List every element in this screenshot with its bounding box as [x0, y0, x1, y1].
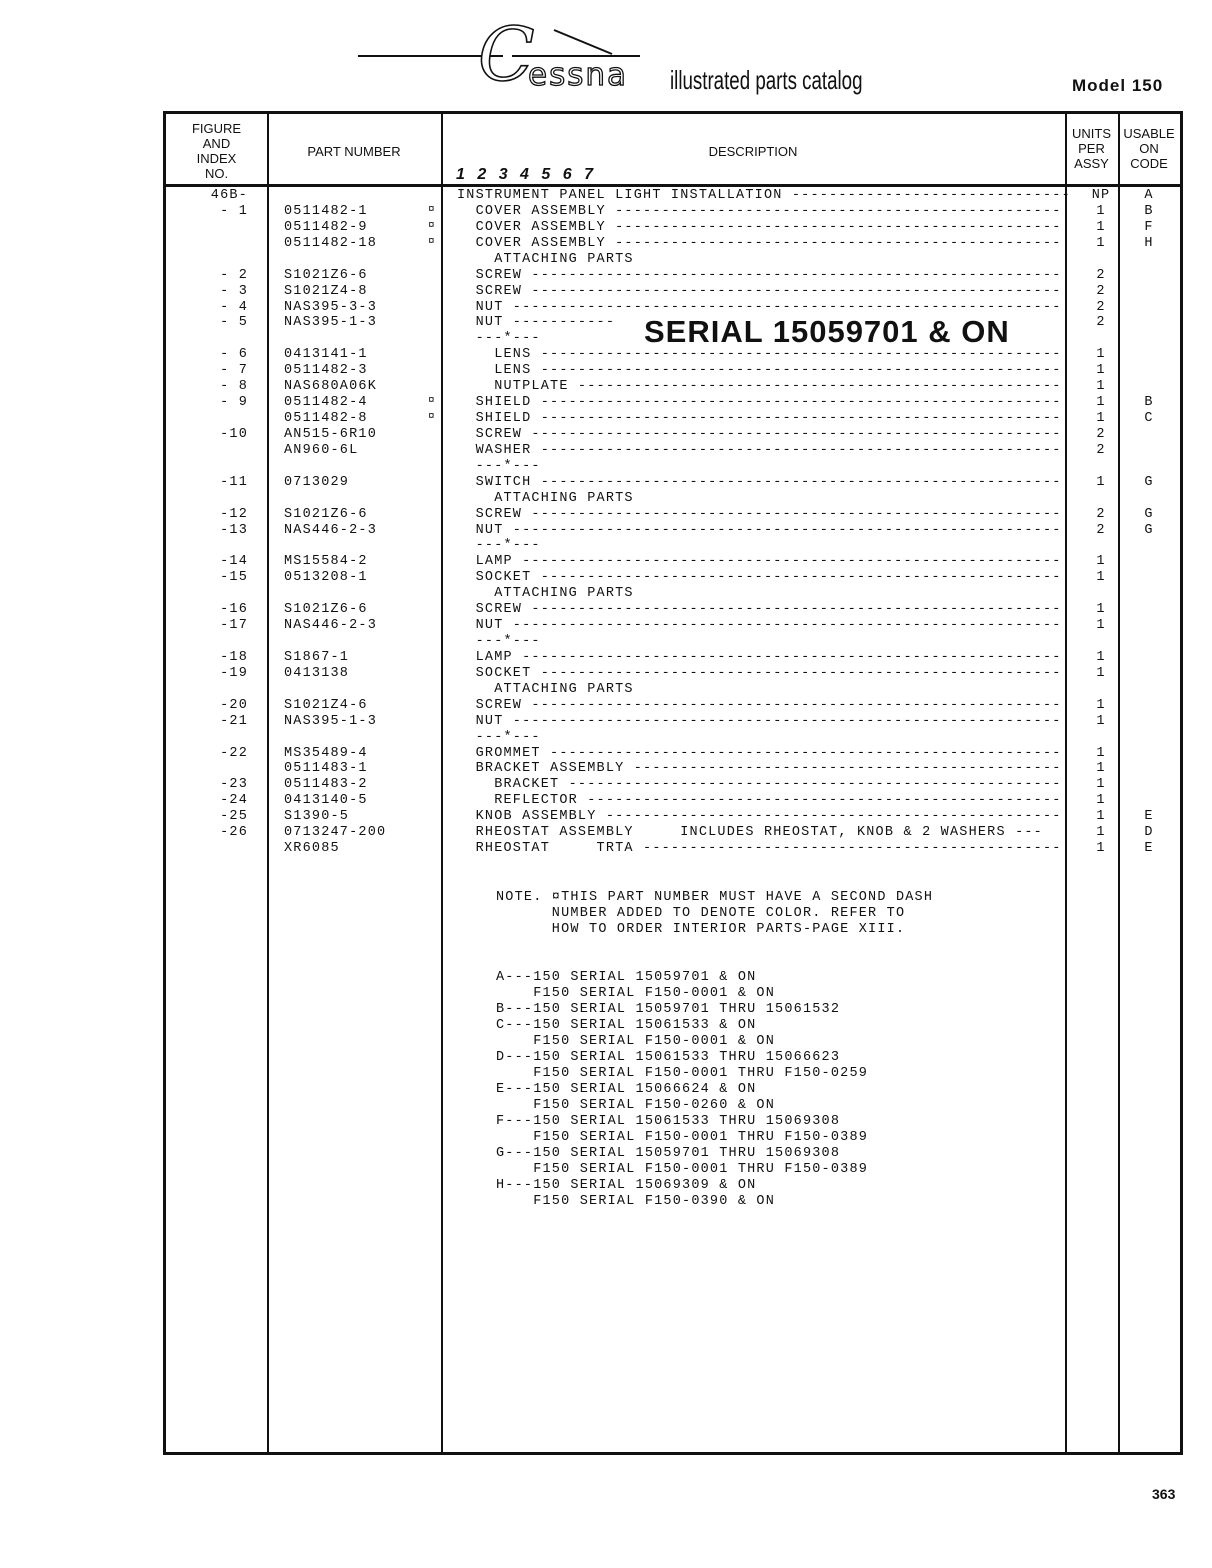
description-cell: LAMP ---------------------------------------------------------- — [457, 649, 1062, 665]
figure-index-cell: - 8 — [220, 379, 248, 395]
units-per-assy-cell: 2 — [1096, 506, 1106, 522]
usable-on-code-cell: G — [1144, 522, 1154, 538]
figure-index-cell: -18 — [220, 649, 248, 665]
figure-index-cell: - 4 — [220, 299, 248, 315]
table-row — [166, 475, 1180, 491]
figure-index-cell: -11 — [220, 474, 248, 490]
page-number: 363 — [1152, 1486, 1176, 1502]
note-line: HOW TO ORDER INTERIOR PARTS-PAGE XIII. — [496, 922, 906, 937]
table-row — [166, 777, 1180, 793]
figure-index-cell: -21 — [220, 713, 248, 729]
units-per-assy-cell: 1 — [1096, 713, 1106, 729]
description-cell: LAMP ---------------------------------------------------------- — [457, 554, 1062, 570]
table-row — [166, 395, 1180, 411]
part-number-cell: 0713247-200 — [284, 825, 387, 841]
note-line: F150 SERIAL F150-0001 THRU F150-0389 — [496, 1162, 869, 1177]
color-dash-mark: ¤ — [428, 411, 436, 424]
table-row — [166, 570, 1180, 586]
note-line: F150 SERIAL F150-0001 THRU F150-0259 — [496, 1066, 869, 1081]
description-cell: BRACKET ASSEMBLY ---------------------------------------------- — [457, 761, 1062, 777]
table-row — [166, 284, 1180, 300]
table-row — [166, 793, 1180, 809]
units-per-assy-cell: 1 — [1096, 203, 1106, 219]
header-figure: FIGURE AND INDEX NO. — [191, 121, 242, 181]
units-per-assy-cell: 1 — [1096, 777, 1106, 793]
units-per-assy-cell: 1 — [1096, 665, 1106, 681]
description-cell: GROMMET ------------------------------------------------------- — [457, 745, 1062, 761]
part-number-cell: 0511482-1 — [284, 203, 368, 219]
serial-stamp: SERIAL 15059701 & ON — [644, 314, 1010, 349]
description-cell: NUT ----------------------------------------------------------- — [457, 618, 1062, 634]
table-row — [166, 252, 1180, 268]
part-number-cell: 0713029 — [284, 474, 350, 490]
description-cell: KNOB ASSEMBLY ------------------------------------------------- — [457, 809, 1062, 825]
units-per-assy-cell: 1 — [1096, 395, 1106, 411]
units-per-assy-cell: 1 — [1096, 554, 1106, 570]
note-line: NOTE. ¤THIS PART NUMBER MUST HAVE A SECOND DASH — [496, 890, 934, 905]
units-per-assy-cell: 1 — [1096, 363, 1106, 379]
brand-logo-word: essna — [528, 57, 629, 93]
usable-on-code-cell: G — [1144, 474, 1154, 490]
description-cell: RHEOSTAT TRTA --------------------------------------------- — [457, 841, 1062, 857]
table-row — [166, 507, 1180, 523]
description-cell: ATTACHING PARTS — [457, 681, 634, 697]
note-line: F150 SERIAL F150-0001 & ON — [496, 1034, 776, 1049]
description-cell: LENS -------------------------------------------------------- — [457, 347, 1062, 363]
table-row — [166, 379, 1180, 395]
note-line: NUMBER ADDED TO DENOTE COLOR. REFER TO — [496, 906, 906, 921]
part-number-cell: AN515-6R10 — [284, 426, 378, 442]
usable-on-code-cell: D — [1144, 825, 1154, 841]
units-per-assy-cell: 1 — [1096, 745, 1106, 761]
note-line: F150 SERIAL F150-0260 & ON — [496, 1098, 776, 1113]
figure-index-cell: -14 — [220, 554, 248, 570]
table-row — [166, 586, 1180, 602]
table-row — [166, 746, 1180, 762]
description-cell: COVER ASSEMBLY ------------------------------------------------ — [457, 235, 1062, 251]
figure-index-cell: -12 — [220, 506, 248, 522]
part-number-cell: S1867-1 — [284, 649, 350, 665]
description-cell: RHEOSTAT ASSEMBLY INCLUDES RHEOSTAT, KNOB & 2 WASHERS --- — [457, 825, 1043, 841]
units-per-assy-cell: 2 — [1096, 522, 1106, 538]
description-cell: REFLECTOR --------------------------------------------------- — [457, 793, 1062, 809]
table-row — [166, 220, 1180, 236]
description-cell: ATTACHING PARTS — [457, 490, 634, 506]
table-row — [166, 236, 1180, 252]
part-number-cell: 0513208-1 — [284, 570, 368, 586]
part-number-cell: 0413138 — [284, 665, 350, 681]
description-cell: NUTPLATE ---------------------------------------------------- — [457, 379, 1062, 395]
part-number-cell: NAS446-2-3 — [284, 522, 378, 538]
table-row — [166, 363, 1180, 379]
header-indent-digits: 1 2 3 4 5 6 7 — [456, 166, 597, 183]
description-cell: SCREW --------------------------------------------------------- — [457, 267, 1062, 283]
note-line: A---150 SERIAL 15059701 & ON — [496, 970, 757, 985]
description-cell: SCREW --------------------------------------------------------- — [457, 426, 1062, 442]
usable-on-code-cell: H — [1144, 235, 1154, 251]
table-row — [166, 682, 1180, 698]
description-cell: NUT ----------------------------------------------------------- — [457, 713, 1062, 729]
figure-index-cell: - 9 — [220, 395, 248, 411]
part-number-cell: AN960-6L — [284, 442, 359, 458]
table-row — [166, 554, 1180, 570]
table-row — [166, 204, 1180, 220]
note-line: F150 SERIAL F150-0001 & ON — [496, 986, 776, 1001]
part-number-cell: 0413140-5 — [284, 793, 368, 809]
note-line: C---150 SERIAL 15061533 & ON — [496, 1018, 757, 1033]
figure-index-cell: -17 — [220, 618, 248, 634]
table-row — [166, 634, 1180, 650]
notes-block — [496, 890, 933, 1210]
part-number-cell: 0511483-2 — [284, 777, 368, 793]
usable-on-code-cell: C — [1144, 411, 1154, 427]
color-dash-mark: ¤ — [428, 203, 436, 216]
header-description: DESCRIPTION — [708, 144, 798, 159]
table-row — [166, 618, 1180, 634]
table-row — [166, 459, 1180, 475]
description-cell: SCREW --------------------------------------------------------- — [457, 697, 1062, 713]
table-row — [166, 666, 1180, 682]
part-number-cell: NAS680A06K — [284, 379, 378, 395]
part-number-cell: NAS395-1-3 — [284, 315, 378, 331]
figure-index-cell: - 3 — [220, 283, 248, 299]
header-part-number: PART NUMBER — [307, 144, 401, 159]
part-number-cell: S1021Z6-6 — [284, 267, 368, 283]
part-number-cell: 0511483-1 — [284, 761, 368, 777]
figure-index-cell: -26 — [220, 825, 248, 841]
note-line: G---150 SERIAL 15059701 THRU 15069308 — [496, 1146, 841, 1161]
part-number-cell: S1021Z6-6 — [284, 506, 368, 522]
units-per-assy-cell: 1 — [1096, 474, 1106, 490]
units-per-assy-cell: 1 — [1096, 793, 1106, 809]
color-dash-mark: ¤ — [428, 235, 436, 248]
units-per-assy-cell: 1 — [1096, 825, 1106, 841]
description-cell: SOCKET -------------------------------------------------------- — [457, 570, 1062, 586]
figure-index-cell: - 6 — [220, 347, 248, 363]
part-number-cell: 0511482-4 — [284, 395, 368, 411]
note-line: B---150 SERIAL 15059701 THRU 15061532 — [496, 1002, 841, 1017]
header-units: UNITS PER ASSY — [1072, 126, 1111, 171]
description-cell: ---*--- — [457, 634, 541, 650]
usable-on-code-cell: F — [1144, 219, 1154, 235]
table-row — [166, 650, 1180, 666]
table-row — [166, 602, 1180, 618]
part-number-cell: 0413141-1 — [284, 347, 368, 363]
units-per-assy-cell: 2 — [1096, 267, 1106, 283]
units-per-assy-cell: 1 — [1096, 809, 1106, 825]
note-line: D---150 SERIAL 15061533 THRU 15066623 — [496, 1050, 841, 1065]
part-number-cell: S1021Z4-8 — [284, 283, 368, 299]
table-row — [166, 268, 1180, 284]
table-row — [166, 714, 1180, 730]
description-cell: SCREW --------------------------------------------------------- — [457, 283, 1062, 299]
table-row — [166, 523, 1180, 539]
units-per-assy-cell: 2 — [1096, 442, 1106, 458]
usable-on-code-cell: E — [1144, 841, 1154, 857]
table-row — [166, 491, 1180, 507]
usable-on-code-cell: E — [1144, 809, 1154, 825]
description-cell: SHIELD -------------------------------------------------------- — [457, 411, 1062, 427]
table-row — [166, 411, 1180, 427]
units-per-assy-cell: 1 — [1096, 379, 1106, 395]
description-cell: COVER ASSEMBLY ------------------------------------------------ — [457, 219, 1062, 235]
figure-index-cell: -23 — [220, 777, 248, 793]
table-row — [166, 538, 1180, 554]
header-usable: USABLE ON CODE — [1123, 126, 1175, 171]
part-number-cell: S1021Z6-6 — [284, 602, 368, 618]
description-cell: ---*--- — [457, 331, 541, 347]
description-cell: ---*--- — [457, 538, 541, 554]
description-cell: ATTACHING PARTS — [457, 586, 634, 602]
units-per-assy-cell: 1 — [1096, 761, 1106, 777]
units-per-assy-cell: 1 — [1096, 697, 1106, 713]
note-line: H---150 SERIAL 15069309 & ON — [496, 1178, 757, 1193]
units-per-assy-cell: 2 — [1096, 299, 1106, 315]
brand-logo-initial: C — [478, 12, 535, 98]
units-per-assy-cell: 1 — [1096, 219, 1106, 235]
note-line: E---150 SERIAL 15066624 & ON — [496, 1082, 757, 1097]
description-cell: ATTACHING PARTS — [457, 251, 634, 267]
table-row — [166, 825, 1180, 841]
part-number-cell: MS35489-4 — [284, 745, 368, 761]
units-per-assy-cell: 2 — [1096, 426, 1106, 442]
color-dash-mark: ¤ — [428, 219, 436, 232]
part-number-cell: 0511482-8 — [284, 411, 368, 427]
note-line — [496, 954, 933, 970]
figure-index-cell: - 1 — [220, 203, 248, 219]
description-cell: INSTRUMENT PANEL LIGHT INSTALLATION ------------------------------ — [457, 188, 1071, 203]
description-cell: COVER ASSEMBLY ------------------------------------------------ — [457, 203, 1062, 219]
figure-index-cell: -19 — [220, 665, 248, 681]
description-cell: BRACKET ----------------------------------------------------- — [457, 777, 1062, 793]
parts-table — [163, 111, 1183, 1455]
header-rule — [166, 184, 1180, 187]
units-per-assy-cell: 2 — [1096, 315, 1106, 331]
description-cell: ---*--- — [457, 458, 541, 474]
note-line: F150 SERIAL F150-0390 & ON — [496, 1194, 776, 1209]
table-row — [166, 443, 1180, 459]
description-cell: LENS -------------------------------------------------------- — [457, 363, 1062, 379]
part-number-cell: 0511482-3 — [284, 363, 368, 379]
table-row — [166, 841, 1180, 857]
note-line: F150 SERIAL F150-0001 THRU F150-0389 — [496, 1130, 869, 1145]
description-cell: SWITCH -------------------------------------------------------- — [457, 474, 1062, 490]
part-number-cell: NAS395-3-3 — [284, 299, 378, 315]
figure-index-cell: - 2 — [220, 267, 248, 283]
figure-index-cell: -20 — [220, 697, 248, 713]
part-number-cell: MS15584-2 — [284, 554, 368, 570]
part-number-cell: NAS446-2-3 — [284, 618, 378, 634]
figure-index-cell: -10 — [220, 426, 248, 442]
usable-on-code-cell: B — [1144, 203, 1154, 219]
note-line — [496, 938, 933, 954]
part-number-cell: NAS395-1-3 — [284, 713, 378, 729]
description-cell: SHIELD -------------------------------------------------------- — [457, 395, 1062, 411]
catalog-title: illustrated parts catalog — [670, 65, 863, 95]
description-cell: SCREW --------------------------------------------------------- — [457, 602, 1062, 618]
description-cell: SOCKET -------------------------------------------------------- — [457, 665, 1062, 681]
units-per-assy-cell: 1 — [1096, 347, 1106, 363]
table-row — [166, 730, 1180, 746]
figure-index-cell: -13 — [220, 522, 248, 538]
units-per-assy-cell: 1 — [1096, 618, 1106, 634]
figure-index-cell: -24 — [220, 793, 248, 809]
description-cell: NUT ----------------------------------------------------------- — [457, 522, 1062, 538]
note-line: F---150 SERIAL 15061533 THRU 15069308 — [496, 1114, 841, 1129]
model-label: Model 150 — [1072, 76, 1164, 95]
description-cell: SCREW --------------------------------------------------------- — [457, 506, 1062, 522]
figure-index-cell: -25 — [220, 809, 248, 825]
figure-index-cell: -22 — [220, 745, 248, 761]
color-dash-mark: ¤ — [428, 395, 436, 408]
units-per-assy-cell: NP — [1091, 188, 1111, 203]
units-per-assy-cell: 1 — [1096, 649, 1106, 665]
figure-index-cell: - 5 — [220, 315, 248, 331]
description-cell: NUT ----------- — [457, 315, 616, 331]
part-number-cell: 0511482-18 — [284, 235, 378, 251]
units-per-assy-cell: 1 — [1096, 602, 1106, 618]
usable-on-code-cell: B — [1144, 395, 1154, 411]
table-row — [166, 761, 1180, 777]
units-per-assy-cell: 2 — [1096, 283, 1106, 299]
usable-on-code-cell: G — [1144, 506, 1154, 522]
units-per-assy-cell: 1 — [1096, 570, 1106, 586]
table-row — [166, 188, 1180, 204]
part-number-cell: 0511482-9 — [284, 219, 368, 235]
figure-index-cell: - 7 — [220, 363, 248, 379]
figure-index-cell: -15 — [220, 570, 248, 586]
figure-index-cell: -16 — [220, 602, 248, 618]
figure-index-cell: 46B- — [210, 188, 248, 203]
part-number-cell: S1390-5 — [284, 809, 350, 825]
brand-chevron-icon — [550, 26, 620, 60]
table-row — [166, 698, 1180, 714]
units-per-assy-cell: 1 — [1096, 411, 1106, 427]
part-number-cell: XR6085 — [284, 841, 340, 857]
table-row — [166, 427, 1180, 443]
description-cell: WASHER -------------------------------------------------------- — [457, 442, 1062, 458]
usable-on-code-cell: A — [1144, 188, 1154, 203]
table-row — [166, 809, 1180, 825]
description-cell: NUT ----------------------------------------------------------- — [457, 299, 1062, 315]
part-number-cell: S1021Z4-6 — [284, 697, 368, 713]
units-per-assy-cell: 1 — [1096, 841, 1106, 857]
units-per-assy-cell: 1 — [1096, 235, 1106, 251]
description-cell: ---*--- — [457, 729, 541, 745]
